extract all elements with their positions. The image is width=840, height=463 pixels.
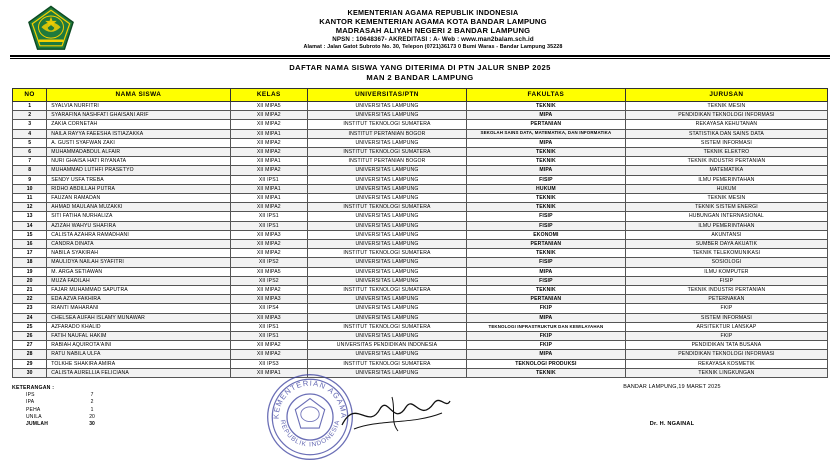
table-row: [13, 313, 828, 322]
letterhead: [0, 0, 840, 54]
cell-kelas: XII IPS1: [230, 175, 307, 184]
cell-nama: SENDY USFA TREBA: [47, 175, 230, 184]
cell-no: 11: [13, 194, 47, 203]
cell-universitas: UNIVERSITAS LAMPUNG: [308, 258, 467, 267]
table-row: [13, 359, 828, 368]
cell-nama: AZIZAH WAHYU SHAFIRA: [47, 221, 230, 230]
table-row: [13, 184, 828, 193]
cell-fakultas: FKIP: [466, 332, 625, 341]
cell-kelas: XII MIPA5: [230, 102, 307, 111]
cell-nama: CHELSEA AUFAH ISLAMY MUNAWAR: [47, 313, 230, 322]
cell-fakultas: TEKNIK: [466, 368, 625, 377]
cell-fakultas: TEKNIK: [466, 102, 625, 111]
cell-no: 28: [13, 350, 47, 359]
cell-universitas: INSTITUT TEKNOLOGI SUMATERA: [308, 286, 467, 295]
cell-jurusan: SUMBER DAYA AKUATIK: [625, 240, 827, 249]
cell-no: 12: [13, 203, 47, 212]
logo-container: [18, 5, 84, 53]
cell-kelas: XII MIPA2: [230, 148, 307, 157]
signature-name: Dr. H. NGAINAL: [649, 421, 695, 428]
cell-no: 6: [13, 148, 47, 157]
cell-kelas: XII MIPA2: [230, 350, 307, 359]
table-row: [13, 111, 828, 120]
cell-universitas: INSTITUT TEKNOLOGI SUMATERA: [308, 203, 467, 212]
cell-kelas: XII MIPA1: [230, 368, 307, 377]
cell-nama: CALISTA AZAHRA RAMADHANI: [47, 230, 230, 239]
table-head: [13, 89, 828, 102]
cell-nama: NABILA SYAKIRAH: [47, 249, 230, 258]
table-row: [13, 276, 828, 285]
cell-jurusan: SOSIOLOGI: [625, 258, 827, 267]
cell-no: 24: [13, 313, 47, 322]
keterangan-label: PEHA: [26, 406, 41, 413]
cell-no: 1: [13, 102, 47, 111]
handwritten-signature-icon: [334, 391, 454, 437]
cell-kelas: XII MIPA2: [230, 286, 307, 295]
cell-jurusan: TEKNIK MESIN: [625, 194, 827, 203]
cell-nama: MUZA FADILAH: [47, 276, 230, 285]
cell-kelas: XII MIPA2: [230, 240, 307, 249]
table-body: [13, 102, 828, 378]
cell-no: 16: [13, 240, 47, 249]
table-row: [13, 166, 828, 175]
cell-kelas: XII IPS3: [230, 359, 307, 368]
cell-universitas: INSTITUT TEKNOLOGI SUMATERA: [308, 148, 467, 157]
cell-nama: CALISTA AURELLIA FELICIANA: [47, 368, 230, 377]
cell-fakultas: TEKNIK: [466, 194, 625, 203]
table-row: [13, 120, 828, 129]
table-row: [13, 286, 828, 295]
cell-no: 4: [13, 129, 47, 138]
cell-nama: SYARAFINA NASHFATI GHAISANI ARIF: [47, 111, 230, 120]
table-row: [13, 240, 828, 249]
table-row: [13, 230, 828, 239]
cell-kelas: XII MIPA2: [230, 341, 307, 350]
cell-no: 2: [13, 111, 47, 120]
svg-text:KEMENTERIAN AGAMA: KEMENTERIAN AGAMA: [271, 378, 349, 420]
cell-kelas: XII MIPA3: [230, 295, 307, 304]
cell-fakultas: TEKNIK: [466, 286, 625, 295]
table-row: [13, 350, 828, 359]
keterangan-total-label: JUMLAH: [26, 420, 49, 427]
cell-nama: FAJAR MUHAMMAD SAPUTRA: [47, 286, 230, 295]
cell-jurusan: STATISTIKA DAN SAINS DATA: [625, 129, 827, 138]
keterangan-value: 7: [90, 392, 94, 399]
cell-kelas: XII IPS1: [230, 221, 307, 230]
cell-fakultas: MIPA: [466, 267, 625, 276]
cell-no: 7: [13, 157, 47, 166]
cell-fakultas: MIPA: [466, 166, 625, 175]
cell-kelas: XII MIPA2: [230, 120, 307, 129]
cell-no: 18: [13, 258, 47, 267]
cell-jurusan: ILMU PEMERINTAHAN: [625, 175, 827, 184]
document-title-line2: MAN 2 BANDAR LAMPUNG: [366, 73, 474, 82]
cell-no: 26: [13, 332, 47, 341]
table-row: [13, 175, 828, 184]
cell-kelas: XII MIPA2: [230, 203, 307, 212]
cell-universitas: UNIVERSITAS LAMPUNG: [308, 240, 467, 249]
cell-fakultas: PERTANIAN: [466, 120, 625, 129]
cell-fakultas: EKONOMI: [466, 230, 625, 239]
cell-universitas: UNIVERSITAS LAMPUNG: [308, 313, 467, 322]
cell-nama: AZFARADO KHALID: [47, 322, 230, 331]
school-line: MADRASAH ALIYAH NEGERI 2 BANDAR LAMPUNG: [335, 26, 531, 35]
cell-no: 29: [13, 359, 47, 368]
table-header-row: [13, 89, 828, 102]
students-table: [12, 88, 828, 378]
cell-universitas: UNIVERSITAS LAMPUNG: [308, 332, 467, 341]
cell-nama: A. GUSTI SYAFWAN ZAKI: [47, 138, 230, 147]
table-row: [13, 194, 828, 203]
cell-jurusan: ARSITEKTUR LANSKAP: [625, 322, 827, 331]
cell-fakultas: FISIP: [466, 276, 625, 285]
cell-no: 20: [13, 276, 47, 285]
cell-fakultas: TEKNIK: [466, 203, 625, 212]
cell-no: 22: [13, 295, 47, 304]
keterangan-row: [12, 399, 222, 406]
cell-kelas: XII MIPA3: [230, 313, 307, 322]
table-row: [13, 368, 828, 377]
cell-universitas: INSTITUT TEKNOLOGI SUMATERA: [308, 322, 467, 331]
keterangan-value: 20: [89, 413, 95, 420]
cell-jurusan: ILMU KOMPUTER: [625, 267, 827, 276]
cell-universitas: UNIVERSITAS LAMPUNG: [308, 175, 467, 184]
cell-nama: MAULIDYA NAILAH SYAFITRI: [47, 258, 230, 267]
cell-nama: RIANTI MAHARANI: [47, 304, 230, 313]
cell-jurusan: TEKNIK MESIN: [625, 102, 827, 111]
col-header-nama: NAMA SISWA: [47, 89, 230, 102]
cell-jurusan: REKAYASA KEHUTANAN: [625, 120, 827, 129]
cell-no: 27: [13, 341, 47, 350]
table-row: [13, 221, 828, 230]
keterangan-row: [12, 414, 222, 421]
cell-jurusan: PETERNAKAN: [625, 295, 827, 304]
cell-no: 9: [13, 175, 47, 184]
table-row: [13, 138, 828, 147]
cell-kelas: XII IPS4: [230, 304, 307, 313]
cell-universitas: UNIVERSITAS LAMPUNG: [308, 194, 467, 203]
cell-kelas: XII MIPA2: [230, 111, 307, 120]
cell-nama: FAUZAN RAMADAN: [47, 194, 230, 203]
cell-kelas: XII MIPA2: [230, 138, 307, 147]
document-title: [0, 63, 840, 83]
cell-fakultas: TEKNOLOGI PRODUKSI: [466, 359, 625, 368]
cell-no: 5: [13, 138, 47, 147]
cell-jurusan: FKIP: [625, 304, 827, 313]
cell-universitas: UNIVERSITAS PENDIDIKAN INDONESIA: [308, 341, 467, 350]
cell-fakultas: PERTANIAN: [466, 240, 625, 249]
cell-kelas: XII MIPA1: [230, 194, 307, 203]
table-row: [13, 258, 828, 267]
cell-fakultas: SEKOLAH SAINS DATA, MATEMATIKA, DAN INFORMATIKA: [466, 129, 625, 138]
table-row: [13, 341, 828, 350]
cell-kelas: XII MIPA2: [230, 166, 307, 175]
document-footer: [12, 378, 828, 449]
cell-jurusan: MATEMATIKA: [625, 166, 827, 175]
cell-fakultas: TEKNIK: [466, 157, 625, 166]
cell-no: 10: [13, 184, 47, 193]
cell-universitas: INSTITUT TEKNOLOGI SUMATERA: [308, 249, 467, 258]
table-row: [13, 102, 828, 111]
cell-jurusan: TEKNIK ELEKTRO: [625, 148, 827, 157]
table-row: [13, 249, 828, 258]
cell-fakultas: TEKNIK: [466, 148, 625, 157]
cell-universitas: UNIVERSITAS LAMPUNG: [308, 138, 467, 147]
cell-nama: NAILA RAYYA FAEESHA ISTIAZAKKA: [47, 129, 230, 138]
office-line: KANTOR KEMENTERIAN AGAMA KOTA BANDAR LAMPUNG: [319, 16, 547, 26]
keterangan-label: UNILA: [26, 413, 42, 420]
cell-fakultas: FISIP: [466, 221, 625, 230]
cell-universitas: UNIVERSITAS LAMPUNG: [308, 230, 467, 239]
cell-no: 23: [13, 304, 47, 313]
cell-fakultas: MIPA: [466, 111, 625, 120]
col-header-jurusan: JURUSAN: [625, 89, 827, 102]
table-row: [13, 295, 828, 304]
cell-fakultas: TEKNIK: [466, 249, 625, 258]
cell-nama: NURI GHAISA HATI RIYANATA: [47, 157, 230, 166]
cell-jurusan: PENDIDIKAN TEKNOLOGI INFORMASI: [625, 350, 827, 359]
keterangan-total-row: [12, 421, 222, 428]
keterangan-label: IPS: [26, 392, 35, 399]
signature-block: [522, 383, 822, 427]
address-line: Alamat : Jalan Gatot Subroto No. 30, Telepon (0721)36173 0 Bumi Waras - Bandar Lampung 35228: [303, 43, 563, 50]
students-table-container: [12, 88, 828, 378]
npsn-line: NPSN : 10648367- AKREDITASI : A- Web : www.man2balam.sch.id: [332, 35, 534, 43]
cell-universitas: UNIVERSITAS LAMPUNG: [308, 276, 467, 285]
cell-universitas: UNIVERSITAS LAMPUNG: [308, 304, 467, 313]
header-rule-thin: [10, 58, 830, 59]
cell-fakultas: TEKNOLOGI INFRASTRUKTUR DAN KEWILAYAHAN: [466, 322, 625, 331]
cell-kelas: XII MIPA1: [230, 129, 307, 138]
col-header-universitas: UNIVERSITAS/PTN: [308, 89, 467, 102]
cell-universitas: UNIVERSITAS LAMPUNG: [308, 166, 467, 175]
cell-no: 3: [13, 120, 47, 129]
cell-nama: SYALVIA NURFITRI: [47, 102, 230, 111]
cell-nama: M. ARGA SETIAWAN: [47, 267, 230, 276]
table-row: [13, 148, 828, 157]
cell-kelas: XII IPS2: [230, 258, 307, 267]
cell-universitas: INSTITUT PERTANIAN BOGOR: [308, 129, 467, 138]
keterangan-row: [12, 407, 222, 414]
table-row: [13, 212, 828, 221]
cell-universitas: UNIVERSITAS LAMPUNG: [308, 221, 467, 230]
cell-jurusan: PENDIDIKAN TATA BUSANA: [625, 341, 827, 350]
cell-no: 17: [13, 249, 47, 258]
cell-kelas: XII IPS2: [230, 276, 307, 285]
cell-fakultas: FKIP: [466, 304, 625, 313]
cell-jurusan: REKAYASA KOSMETIK: [625, 359, 827, 368]
cell-nama: RATU NABILA ULFA: [47, 350, 230, 359]
cell-kelas: XII IPS1: [230, 212, 307, 221]
cell-no: 21: [13, 286, 47, 295]
cell-jurusan: TEKNIK INDUSTRI PERTANIAN: [625, 286, 827, 295]
cell-universitas: INSTITUT TEKNOLOGI SUMATERA: [308, 120, 467, 129]
cell-universitas: UNIVERSITAS LAMPUNG: [308, 102, 467, 111]
cell-no: 8: [13, 166, 47, 175]
cell-universitas: UNIVERSITAS LAMPUNG: [308, 295, 467, 304]
cell-nama: MUHAMMADABDUL ALFAIR: [47, 148, 230, 157]
cell-jurusan: TEKNIK INDUSTRI PERTANIAN: [625, 157, 827, 166]
table-row: [13, 203, 828, 212]
svg-text:REPUBLIK INDONESIA: REPUBLIK INDONESIA: [278, 419, 342, 449]
cell-universitas: UNIVERSITAS LAMPUNG: [308, 111, 467, 120]
cell-kelas: XII IPS1: [230, 322, 307, 331]
cell-fakultas: FISIP: [466, 258, 625, 267]
cell-jurusan: FKIP: [625, 332, 827, 341]
table-row: [13, 267, 828, 276]
cell-jurusan: ILMU PEMERINTAHAN: [625, 221, 827, 230]
cell-universitas: UNIVERSITAS LAMPUNG: [308, 212, 467, 221]
cell-jurusan: SISTEM INFORMASI: [625, 313, 827, 322]
signature-place-date: BANDAR LAMPUNG,19 MARET 2025: [623, 384, 721, 391]
cell-no: 25: [13, 322, 47, 331]
cell-nama: CANDRA DINATA: [47, 240, 230, 249]
table-row: [13, 304, 828, 313]
table-row: [13, 332, 828, 341]
cell-fakultas: FKIP: [466, 341, 625, 350]
col-header-fakultas: FAKULTAS: [466, 89, 625, 102]
cell-jurusan: SISTEM INFORMASI: [625, 138, 827, 147]
keterangan-total-value: 30: [89, 420, 95, 427]
cell-nama: MUHAMMAD LUTHFI PRASETYO: [47, 166, 230, 175]
cell-universitas: UNIVERSITAS LAMPUNG: [308, 267, 467, 276]
cell-nama: AHMAD MAULANA MUZAKKI: [47, 203, 230, 212]
cell-kelas: XII MIPA2: [230, 249, 307, 258]
cell-kelas: XII IPS1: [230, 332, 307, 341]
cell-nama: TOLKHE SHAKIRA AMIRA: [47, 359, 230, 368]
keterangan-value: 1: [90, 406, 94, 413]
cell-jurusan: FISIP: [625, 276, 827, 285]
cell-jurusan: TEKNIK LINGKUNGAN: [625, 368, 827, 377]
kemenag-logo-icon: [26, 5, 76, 53]
cell-fakultas: FISIP: [466, 212, 625, 221]
cell-no: 13: [13, 212, 47, 221]
cell-jurusan: AKUNTANSI: [625, 230, 827, 239]
cell-jurusan: TEKNIK TELEKOMUNIKASI: [625, 249, 827, 258]
cell-fakultas: MIPA: [466, 350, 625, 359]
cell-fakultas: HUKUM: [466, 184, 625, 193]
cell-universitas: UNIVERSITAS LAMPUNG: [308, 368, 467, 377]
cell-fakultas: FISIP: [466, 175, 625, 184]
cell-nama: ZAKIA CORNETAH: [47, 120, 230, 129]
letterhead-text: [84, 8, 822, 51]
table-row: [13, 322, 828, 331]
table-row: [13, 129, 828, 138]
cell-kelas: XII MIPA1: [230, 184, 307, 193]
cell-universitas: UNIVERSITAS LAMPUNG: [308, 350, 467, 359]
cell-jurusan: HUBUNGAN INTERNASIONAL: [625, 212, 827, 221]
col-header-no: NO: [13, 89, 47, 102]
cell-no: 15: [13, 230, 47, 239]
header-rule-thick: [10, 55, 830, 57]
cell-universitas: INSTITUT TEKNOLOGI SUMATERA: [308, 359, 467, 368]
cell-kelas: XII MIPA5: [230, 267, 307, 276]
keterangan-block: [12, 385, 222, 428]
col-header-kelas: KELAS: [230, 89, 307, 102]
document-title-line1: DAFTAR NAMA SISWA YANG DITERIMA DI PTN JALUR SNBP 2025: [289, 63, 551, 72]
keterangan-row: [12, 392, 222, 399]
table-row: [13, 157, 828, 166]
cell-no: 19: [13, 267, 47, 276]
cell-no: 30: [13, 368, 47, 377]
ministry-line: KEMENTERIAN AGAMA REPUBLIK INDONESIA: [347, 7, 519, 17]
cell-no: 14: [13, 221, 47, 230]
cell-universitas: UNIVERSITAS LAMPUNG: [308, 184, 467, 193]
keterangan-value: 2: [90, 399, 94, 406]
keterangan-title: KETERANGAN :: [12, 385, 55, 392]
cell-nama: FATIH NAUFAL HAKIM: [47, 332, 230, 341]
keterangan-label: IPA: [26, 399, 35, 406]
cell-jurusan: PENDIDIKAN TEKNOLOGI INFORMASI: [625, 111, 827, 120]
cell-fakultas: MIPA: [466, 313, 625, 322]
cell-fakultas: PERTANIAN: [466, 295, 625, 304]
cell-jurusan: TEKNIK SISTEM ENERGI: [625, 203, 827, 212]
cell-nama: SITI FATIHA NURHALIZA: [47, 212, 230, 221]
cell-fakultas: MIPA: [466, 138, 625, 147]
cell-kelas: XII MIPA3: [230, 230, 307, 239]
cell-nama: EDA AZVA FAKHIRA: [47, 295, 230, 304]
cell-nama: RABIAH AQUIROTA'AINI: [47, 341, 230, 350]
cell-universitas: INSTITUT PERTANIAN BOGOR: [308, 157, 467, 166]
cell-nama: RIDHO ABDILLAH PUTRA: [47, 184, 230, 193]
keterangan-rows: [12, 392, 222, 421]
cell-kelas: XII MIPA1: [230, 157, 307, 166]
cell-jurusan: HUKUM: [625, 184, 827, 193]
